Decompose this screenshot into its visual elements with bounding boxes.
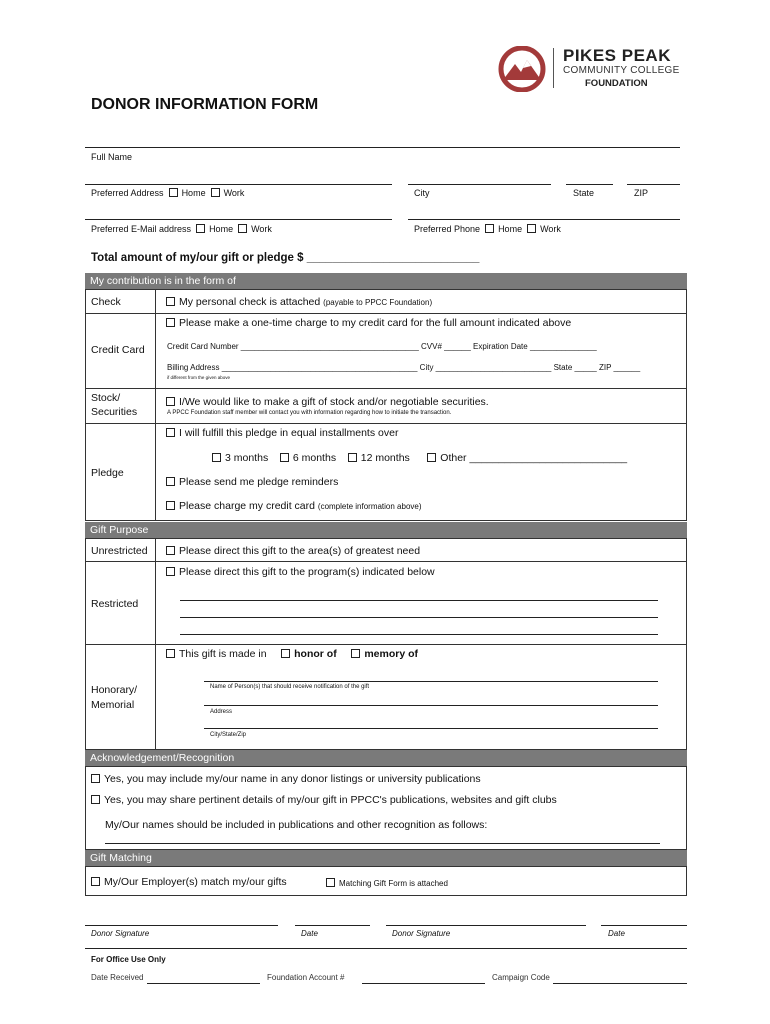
donor-signature-label-2: Donor Signature xyxy=(392,929,451,938)
preferred-address-label: Preferred Address Home Work xyxy=(91,188,245,198)
address-work-checkbox[interactable] xyxy=(211,188,220,197)
zip-label: ZIP xyxy=(634,188,649,198)
ack-names-line[interactable] xyxy=(105,843,660,844)
email-work-checkbox[interactable] xyxy=(238,224,247,233)
ack-listing-checkbox[interactable] xyxy=(91,774,100,783)
installment-6-checkbox[interactable] xyxy=(280,453,289,462)
date-received-line[interactable] xyxy=(147,983,260,984)
logo-line2: COMMUNITY COLLEGE xyxy=(563,65,680,76)
state-label: State xyxy=(573,188,595,198)
foundation-account-label: Foundation Account # xyxy=(267,973,345,982)
stock-label-1: Stock/ xyxy=(91,392,121,404)
credit-card-number-field[interactable]: Credit Card Number ________________________________________ CVV# ______ Expiration Date _______________ xyxy=(167,342,597,351)
restricted-program-line-2[interactable] xyxy=(180,617,658,618)
office-use-title: For Office Use Only xyxy=(91,955,166,964)
restricted-program-line-3[interactable] xyxy=(180,634,658,635)
campaign-code-label: Campaign Code xyxy=(492,973,550,982)
check-label: Check xyxy=(91,296,121,308)
preferred-email-label: Preferred E-Mail address Home Work xyxy=(91,224,272,234)
matching-option-2: Matching Gift Form is attached xyxy=(326,878,448,888)
ack-option-2: Yes, you may share pertinent details of my/our gift in PPCC's publications, websites and gift clubs xyxy=(91,794,557,806)
gift-matching-header: Gift Matching xyxy=(85,850,687,866)
campaign-code-line[interactable] xyxy=(553,983,687,984)
matching-form-checkbox[interactable] xyxy=(326,878,335,887)
date-line-2[interactable] xyxy=(601,925,687,926)
state-line[interactable] xyxy=(566,184,613,185)
memory-of-checkbox[interactable] xyxy=(351,649,360,658)
honorary-label-1: Honorary/ xyxy=(91,684,138,696)
notify-name-label: Name of Person(s) that should receive notification of the gift xyxy=(210,684,370,690)
notify-city-line[interactable] xyxy=(204,728,658,729)
unrestricted-checkbox[interactable] xyxy=(166,546,175,555)
logo-line3: FOUNDATION xyxy=(585,78,648,89)
gift-purpose-header: Gift Purpose xyxy=(85,522,687,538)
form-title: DONOR INFORMATION FORM xyxy=(91,96,319,113)
ack-names-label: My/Our names should be included in publications and other recognition as follows: xyxy=(105,819,488,831)
installment-3-checkbox[interactable] xyxy=(212,453,221,462)
installment-options: 3 months 6 months 12 months Other ___________________________ xyxy=(212,452,627,464)
restricted-label: Restricted xyxy=(91,598,139,610)
stock-note: A PPCC Foundation staff member will contact you with information regarding how to initiate the transaction. xyxy=(167,410,452,416)
credit-card-label: Credit Card xyxy=(91,344,145,356)
check-checkbox[interactable] xyxy=(166,297,175,306)
contribution-header: My contribution is in the form of xyxy=(85,273,687,289)
pledge-charge-option: Please charge my credit card (complete information above) xyxy=(166,500,422,512)
credit-card-checkbox[interactable] xyxy=(166,318,175,327)
unrestricted-label: Unrestricted xyxy=(91,545,148,557)
date-label-2: Date xyxy=(608,929,625,938)
foundation-logo xyxy=(497,46,689,92)
total-gift-label: Total amount of my/our gift or pledge $ ___________________________ xyxy=(91,252,480,264)
donor-signature-line-1[interactable] xyxy=(85,925,278,926)
date-label-1: Date xyxy=(301,929,318,938)
foundation-account-line[interactable] xyxy=(362,983,485,984)
notify-address-line[interactable] xyxy=(204,705,658,706)
installment-other-checkbox[interactable] xyxy=(427,453,436,462)
pledge-remind-checkbox[interactable] xyxy=(166,477,175,486)
installment-12-checkbox[interactable] xyxy=(348,453,357,462)
restricted-option: Please direct this gift to the program(s) indicated below xyxy=(166,566,435,578)
email-home-checkbox[interactable] xyxy=(196,224,205,233)
restricted-checkbox[interactable] xyxy=(166,567,175,576)
honor-checkbox[interactable] xyxy=(166,649,175,658)
phone-work-checkbox[interactable] xyxy=(527,224,536,233)
matching-option-1: My/Our Employer(s) match my/our gifts xyxy=(91,876,287,888)
mountain-logo-icon xyxy=(497,46,547,92)
billing-note: if different from the given above xyxy=(167,375,230,380)
acknowledgement-header: Acknowledgement/Recognition xyxy=(85,750,687,766)
donor-signature-label-1: Donor Signature xyxy=(91,929,150,938)
stock-option: I/We would like to make a gift of stock and/or negotiable securities. xyxy=(166,396,489,408)
check-option: My personal check is attached (payable to PPCC Foundation) xyxy=(166,296,432,308)
preferred-phone-label: Preferred Phone Home Work xyxy=(414,224,561,234)
address-line[interactable] xyxy=(85,184,392,185)
notify-address-label: Address xyxy=(210,709,233,715)
stock-label-2: Securities xyxy=(91,406,138,418)
pledge-charge-checkbox[interactable] xyxy=(166,501,175,510)
billing-address-field[interactable]: Billing Address ____________________________________________ City __________________________ State _____ ZIP ______ xyxy=(167,363,641,372)
pledge-checkbox[interactable] xyxy=(166,428,175,437)
pledge-option: I will fulfill this pledge in equal installments over xyxy=(166,427,398,439)
honor-of-checkbox[interactable] xyxy=(281,649,290,658)
stock-checkbox[interactable] xyxy=(166,397,175,406)
pledge-label: Pledge xyxy=(91,467,124,479)
honorary-label-2: Memorial xyxy=(91,699,135,711)
city-label: City xyxy=(414,188,430,198)
pledge-remind-option: Please send me pledge reminders xyxy=(166,476,338,488)
email-line[interactable] xyxy=(85,219,392,220)
donor-signature-line-2[interactable] xyxy=(386,925,586,926)
restricted-program-line-1[interactable] xyxy=(180,600,658,601)
phone-line[interactable] xyxy=(408,219,680,220)
ack-option-1: Yes, you may include my/our name in any donor listings or university publications xyxy=(91,773,481,785)
logo-line1: PIKES PEAK xyxy=(563,46,671,65)
employer-match-checkbox[interactable] xyxy=(91,877,100,886)
honor-option: This gift is made in honor of memory of xyxy=(166,648,418,660)
date-received-label: Date Received xyxy=(91,973,144,982)
full-name-line[interactable] xyxy=(85,147,680,148)
notify-name-line[interactable] xyxy=(204,681,658,682)
notify-city-label: City/State/Zip xyxy=(210,732,247,738)
credit-card-option: Please make a one-time charge to my credit card for the full amount indicated above xyxy=(166,317,571,329)
full-name-label: Full Name xyxy=(91,152,133,162)
city-line[interactable] xyxy=(408,184,551,185)
zip-line[interactable] xyxy=(627,184,680,185)
address-home-checkbox[interactable] xyxy=(169,188,178,197)
date-line-1[interactable] xyxy=(295,925,370,926)
ack-share-checkbox[interactable] xyxy=(91,795,100,804)
unrestricted-option: Please direct this gift to the area(s) of greatest need xyxy=(166,545,420,557)
phone-home-checkbox[interactable] xyxy=(485,224,494,233)
